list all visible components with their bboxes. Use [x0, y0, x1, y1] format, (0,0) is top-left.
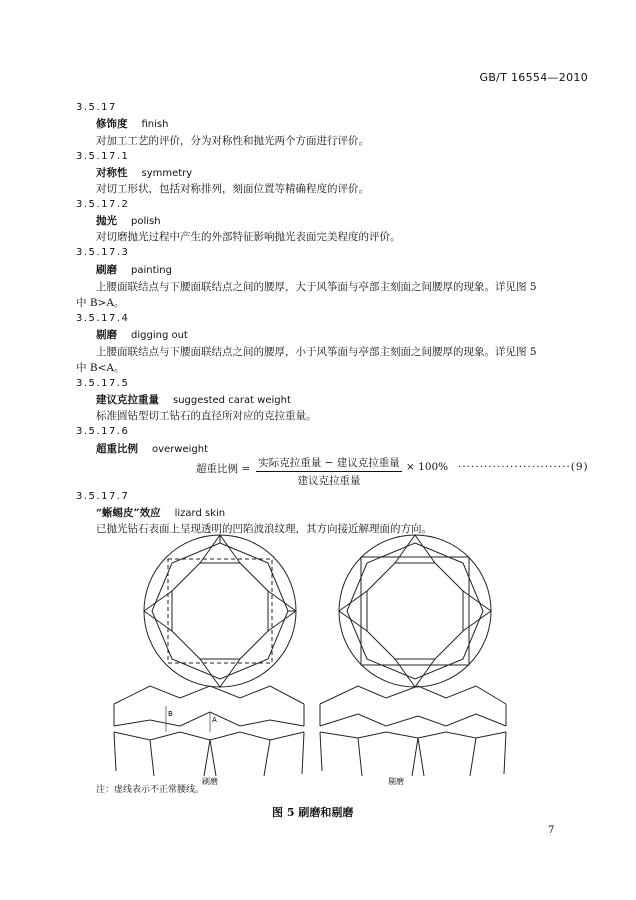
overweight-formula [196, 455, 589, 487]
term-zh: 抛光 [96, 215, 117, 227]
term-en: lizard skin [174, 508, 226, 519]
formula-fraction [256, 455, 402, 488]
section-number: 3.5.17.4 [76, 313, 130, 324]
left-side-profile [114, 686, 304, 776]
term-en: overweight [152, 444, 209, 455]
term-heading [96, 506, 225, 521]
label-left-painting: 刷磨 [202, 777, 218, 786]
figure-5-diagram [96, 526, 516, 788]
formula-lhs: 超重比例 = [196, 463, 251, 475]
term-heading [96, 166, 192, 181]
term-heading [96, 442, 208, 457]
term-zh: 刷磨 [96, 264, 117, 276]
figure-note: 注：虚线表示不正常腰线。 [96, 785, 205, 795]
section-number: 3.5.17.2 [76, 199, 130, 210]
term-heading [96, 117, 168, 132]
term-zh: “蜥蜴皮”效应 [96, 507, 161, 519]
term-heading [96, 393, 291, 408]
term-zh: 建议克拉重量 [96, 394, 159, 406]
formula-denominator: 建议克拉重量 [297, 475, 361, 487]
formula-equation-number: ··························(9) [458, 461, 589, 473]
right-side-profile [320, 686, 506, 776]
label-right-digging-out: 剔磨 [388, 777, 404, 786]
right-diamond-top-view [339, 535, 491, 687]
definition-text: 上腰面联结点与下腰面联结点之间的腰厚，小于风筝面与亭部主刻面之间腰厚的现象。详见图 5 [96, 346, 537, 358]
definition-text: 对切磨抛光过程中产生的外部特征影响抛光表面完美程度的评价。 [96, 231, 401, 243]
section-number: 3.5.17.1 [76, 151, 130, 162]
section-number: 3.5.17.7 [76, 491, 130, 502]
definition-text: 上腰面联结点与下腰面联结点之间的腰厚，大于风筝面与亭部主刻面之间腰厚的现象。详见图 5 [96, 281, 537, 293]
definition-text: 标准圆钻型切工钻石的直径所对应的克拉重量。 [96, 410, 317, 422]
section-number: 3.5.17 [76, 102, 117, 113]
page-number: 7 [548, 825, 555, 836]
term-en: suggested carat weight [173, 395, 291, 406]
section-number: 3.5.17.5 [76, 378, 130, 389]
term-heading [96, 214, 161, 229]
term-en: painting [131, 265, 172, 276]
label-a: A [212, 716, 217, 724]
label-b: B [168, 710, 173, 718]
definition-text: 对切工形状，包括对称排列，刻面位置等精确程度的评价。 [96, 183, 369, 195]
term-heading [96, 263, 172, 278]
term-zh: 修饰度 [96, 118, 128, 130]
section-number: 3.5.17.6 [76, 426, 130, 437]
definition-continuation: 中 B>A。 [76, 297, 125, 309]
definition-text: 已抛光钻石表面上呈现透明的凹陷波浪纹理，其方向接近解理面的方向。 [96, 523, 432, 535]
term-en: polish [131, 216, 161, 227]
term-heading [96, 328, 188, 343]
formula-numerator: 实际克拉重量 − 建议克拉重量 [256, 455, 402, 472]
term-zh: 剔磨 [96, 329, 117, 341]
definition-continuation: 中 B<A。 [76, 362, 125, 374]
term-zh: 对称性 [96, 167, 128, 179]
standard-code: GB/T 16554—2010 [479, 71, 588, 84]
left-diamond-top-view [144, 535, 296, 687]
formula-multiplier: × 100% [406, 461, 449, 473]
term-en: symmetry [141, 168, 193, 179]
section-number: 3.5.17.3 [76, 247, 130, 258]
term-en: digging out [131, 330, 188, 341]
figure-caption: 图 5 刷磨和剔磨 [272, 806, 354, 819]
left-abnormal-girdle-lines [168, 559, 272, 663]
term-zh: 超重比例 [96, 443, 138, 455]
term-en: finish [141, 119, 169, 130]
definition-text: 对加工工艺的评价，分为对称性和抛光两个方面进行评价。 [96, 135, 369, 147]
